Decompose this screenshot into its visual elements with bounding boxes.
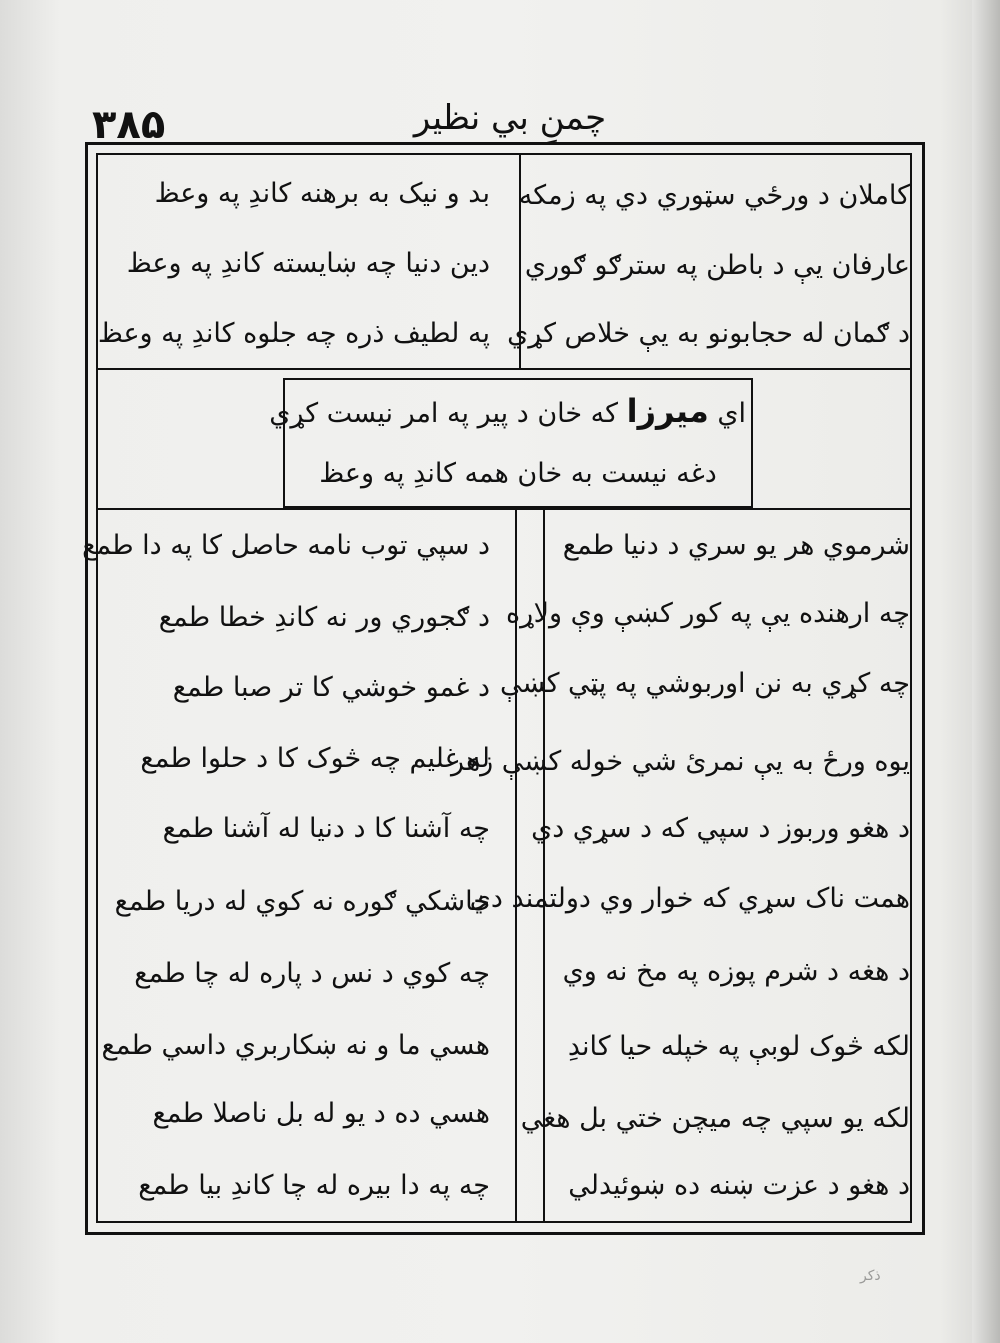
verse-line: عارفان يې د باطن په سترګو ګوري	[524, 250, 910, 281]
top-section-bottom-rule	[98, 368, 910, 370]
verse-line: يوه ورځ به يې نمرئ شي خوله کښې زهر	[450, 746, 910, 777]
verse-line: چه کړي به نن اوربوشي په پټي کښې	[500, 668, 910, 699]
verse-line: شرموي هر يو سري د دنيا طمع	[562, 530, 910, 561]
verse-line: د سپي توب نامه حاصل کا په دا طمع	[82, 530, 490, 561]
verse-line: له غليم چه څوک کا د حلوا طمع	[140, 743, 490, 774]
verse-line: چه ارهنده يې په کور کښې وې ولاړه	[506, 598, 910, 629]
verse-line: دين دنيا چه ښايسته کاندِ په وعظ	[126, 248, 490, 279]
page-number: ۳۸۵	[92, 102, 166, 148]
verse-line: لکه يو سپي چه ميچن ختي بل هغي	[520, 1103, 910, 1134]
verse-line: هسي ما و نه ښکاربري داسي طمع	[101, 1030, 490, 1061]
verse-line: هسي ده د يو له بل ناصلا طمع	[152, 1098, 490, 1129]
verse-line: د ګجوري ور نه کاندِ خطا طمع	[158, 602, 490, 633]
verse-line: لکه څوک لوبې په خپله حيا کاندِ	[567, 1031, 910, 1062]
verse-line: د هغو وربوز د سپي که د سړي دي	[531, 813, 910, 844]
verse-line: کاملان د ورځي سټوري دي په زمکه	[518, 180, 910, 211]
running-title: چمنِ بي نظير	[413, 98, 607, 138]
verse-line: بد و نيک به برهنه کاندِ په وعظ	[154, 178, 490, 209]
library-stamp: ذکر	[860, 1268, 881, 1284]
middle-verse-line-1	[269, 392, 746, 430]
verse-line: چه په دا بيره له چا کاندِ بيا طمع	[138, 1170, 490, 1201]
verse-line: د هغه د شرم پوزه په مخ نه وي	[562, 956, 910, 987]
verse-line: چه آشنا کا د دنيا له آشنا طمع	[162, 813, 490, 844]
verse-prefix: اي	[717, 398, 746, 429]
page-edge-shadow	[972, 0, 1000, 1343]
verse-line: د هغو د عزت ښنه ده ښوئيدلي	[568, 1170, 910, 1201]
verse-line: چه کوي د نس د پاره له چا طمع	[134, 958, 490, 989]
verse-line: همت ناک سړي که خوار وي دولتمند دي	[469, 883, 910, 914]
verse-line: خاشکي ګوره نه کوي له دريا طمع	[114, 886, 490, 917]
verse-line: د غمو خوشي کا تر صبا طمع	[172, 672, 490, 703]
middle-verse-line-2: دغه نيست به خان همه کاندِ په وعظ	[319, 458, 717, 489]
poet-name: ميرزا	[626, 392, 709, 430]
verse-rest: که خان د پير په امر نيست کړي	[269, 398, 618, 429]
middle-section-bottom-rule	[98, 508, 910, 510]
verse-line: په لطيف ذره چه جلوه کاندِ په وعظ	[97, 318, 490, 349]
verse-line: د ګمان له حجابونو به يې خلاص کړي	[507, 318, 910, 349]
